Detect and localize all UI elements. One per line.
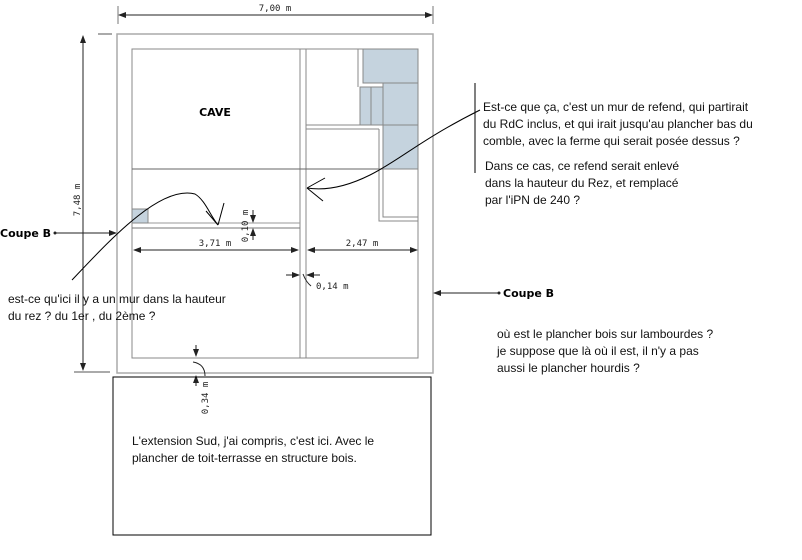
refend-question: Est-ce que ça, c'est un mur de refend, qui partirait du RdC inclus, et qui irait jusqu'au plancher bas du comble, avec la ferme qui serait posée dessus ? [483,100,753,148]
right-room-dim: 2,47 m [345,239,379,249]
extension-note: L'extension Sud, j'ai compris, c'est ici. Avec le plancher de toit-terrasse en structure bois. [132,434,375,465]
gap-dim-034: 0,34 m [201,381,211,415]
small-block [132,209,148,223]
wall-dim-014: 0,14 m [316,282,349,292]
stair-blocks [306,49,418,221]
width-dimension [118,4,433,24]
refend-followup: Dans ce cas, ce refend serait enlevé dans la hauteur du Rez, et remplacé par l'iPN de 240 ? [485,159,680,207]
callout-arrow-wall [72,193,218,280]
wall-dim-010: 0,10 m [241,209,251,243]
section-left-label: Coupe B [0,227,52,240]
refend-wall [300,49,306,358]
height-label: 7,48 m [73,183,83,217]
floor-question: où est le plancher bois sur lambourdes ? je suppose que là où il est, il n'y a pas aussi le plancher hourdis ? [497,327,714,375]
room-label-cave: CAVE [199,106,231,119]
section-right-label: Coupe B [503,287,555,300]
left-room-dim: 3,71 m [198,239,232,249]
wall-question: est-ce qu'ici il y a un mur dans la hauteur du rez ? du 1er , du 2ème ? [8,292,226,323]
width-label: 7,00 m [258,4,292,14]
